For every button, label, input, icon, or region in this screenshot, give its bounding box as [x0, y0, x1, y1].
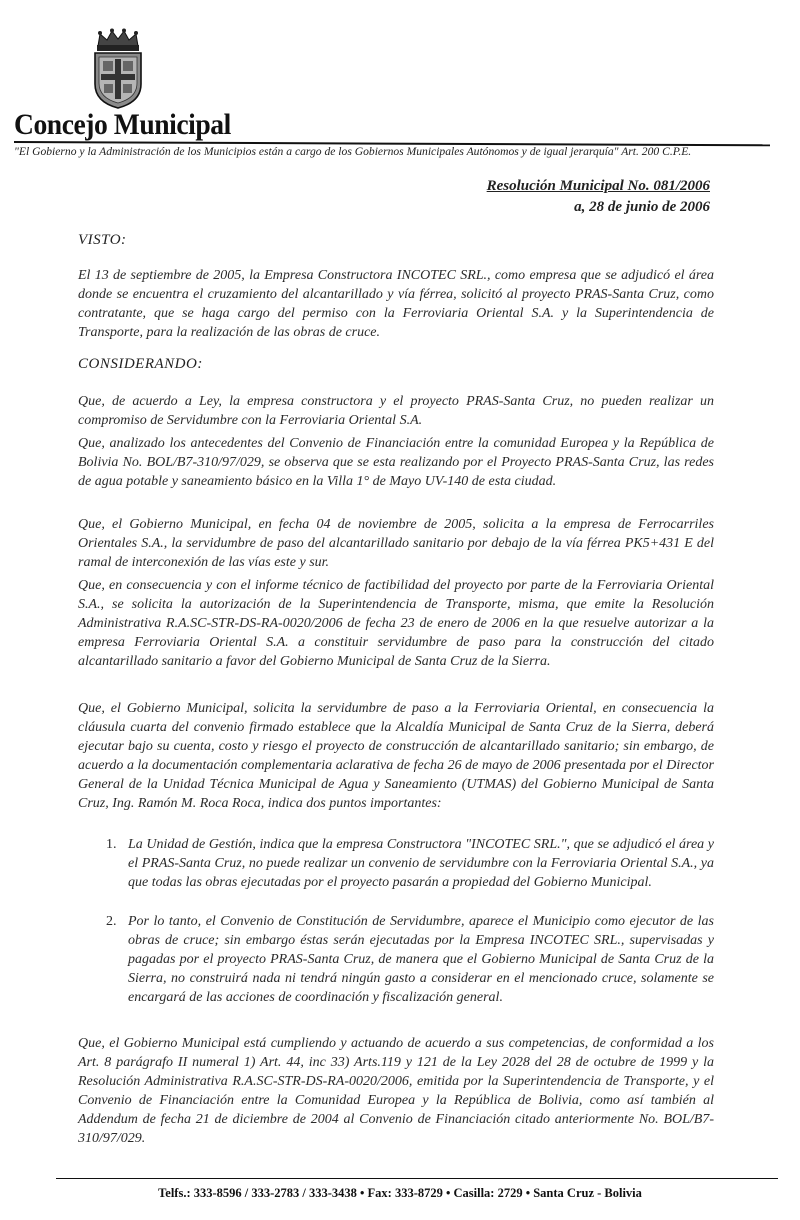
visto-paragraph: El 13 de septiembre de 2005, la Empresa Constructora INCOTEC SRL., como empresa que se adjudicó el área donde se encuentra el cruzamiento del alcantarillado y vía férrea, solicitó al proyecto PRAS-Santa Cruz, como contratante, que se haga cargo del permiso con la Ferroviaria Oriental S.A. y la Superintendencia de Transporte, para la realización de las obras de cruce.: [78, 268, 714, 340]
resolution-date: a, 28 de junio de 2006: [574, 199, 710, 215]
footer-contact: Telfs.: 333-8596 / 333-2783 / 333-3438 • Fax: 333-8729 • Casilla: 2729 • Santa Cruz - Bolivia: [158, 1186, 642, 1200]
list-item: [106, 835, 714, 892]
resolution-title: Resolución Municipal No. 081/2006: [486, 178, 710, 194]
considerando-paragraph-4: Que, en consecuencia y con el informe técnico de factibilidad del proyecto por parte de la Ferroviaria Oriental S.A., se solicita la autorización de la Superintendencia de Transporte, misma, que emite la Resolución Administrativa R.A.SC-STR-DS-RA-0020/2006 de fecha 23 de enero de 2006 en la que resuelve autorizar a la empresa Ferroviaria Oriental S.A. a constituir servidumbre de paso para la construcción del citado alcantarillado sanitario a favor del Gobierno Municipal de Santa Cruz de la Sierra.: [78, 578, 714, 669]
coat-of-arms-icon: [90, 28, 146, 110]
header-motto: "El Gobierno y la Administración de los Municipios están a cargo de los Gobiernos Municipales Autónomos y de igual jerarquía" Art. 200 C.P.E.: [14, 145, 692, 158]
considerando-paragraph-1: Que, de acuerdo a Ley, la empresa constructora y el proyecto PRAS-Santa Cruz, no pueden realizar un compromiso de Servidumbre con la Ferroviaria Oriental S.A.: [78, 394, 714, 428]
resolution-block: [487, 176, 710, 218]
considerando-paragraph-5: Que, el Gobierno Municipal, solicita la servidumbre de paso a la Ferroviaria Oriental, en consecuencia la cláusula cuarta del convenio firmado establece que la Alcaldía Municipal de Santa Cruz de la Sierra, deberá ejecutar bajo su cuenta, costo y riesgo el proyecto de construcción de alcantarillado sanitario; sin embargo, de acuerdo a la documentación complementaria aclarativa de fecha 26 de mayo de 2006 presentada por el Director General de la Unidad Técnica Municipal de Agua y Saneamiento (UTMAS) del Gobierno Municipal de Santa Cruz, Ing. Ramón M. Roca Roca, indica dos puntos importantes:: [78, 701, 714, 811]
list-item-text: La Unidad de Gestión, indica que la empresa Constructora "INCOTEC SRL.", que se adjudicó el área y el PRAS-Santa Cruz, no puede realizar un convenio de servidumbre con la Ferroviaria Oriental S.A., ya que todas las obras ejecutadas por el proyecto pasarán a propiedad del Gobierno Municipal.: [128, 837, 714, 890]
considerando-heading: CONSIDERANDO:: [78, 356, 203, 372]
considerando-paragraph-2: Que, analizado los antecedentes del Convenio de Financiación entre la comunidad Europea y la República de Bolivia No. BOL/B7-310/97/029, se observa que se esta realizando por el Proyecto PRAS-Santa Cruz, las redes de agua potable y saneamiento básico en la Villa 1° de Mayo UV-140 de esta ciudad.: [78, 436, 714, 489]
list-item-number: 2.: [106, 914, 117, 929]
list-item: [106, 912, 714, 1007]
organization-name: Concejo Municipal: [14, 108, 231, 141]
considerando-closing: Que, el Gobierno Municipal está cumpliendo y actuando de acuerdo a sus competencias, de conformidad a los Art. 8 parágrafo II numeral 1) Art. 44, inc 33) Arts.119 y 121 de la Ley 2028 del 28 de octubre de 1999 y la Resolución Administrativa R.A.SC-STR-DS-RA-0020/2006, emitida por la Superintendencia de Transporte, y el Convenio de Financiación entre la Comunidad Europea y la República de Bolivia, como así también al Addendum de fecha 21 de diciembre de 2004 al Convenio de Financiación citado anteriormente No. BOL/B7-310/97/029.: [78, 1036, 714, 1146]
footer-divider: [56, 1178, 778, 1179]
visto-heading: VISTO:: [78, 232, 127, 248]
list-item-text: Por lo tanto, el Convenio de Constitución de Servidumbre, aparece el Municipio como ejecutor de las obras de cruce; sin embargo éstas serán ejecutadas por la Empresa INCOTEC SRL., supervisadas y pagadas por el proyecto PRAS-Santa Cruz, de manera que el Gobierno Municipal de Santa Cruz de la Sierra, no construirá nada ni tendrá ningún gasto a considerar en el mencionado cruce, solamente se encargará de las acciones de coordinación y fiscalización general.: [128, 914, 714, 1005]
list-item-number: 1.: [106, 837, 117, 852]
considerando-paragraph-3: Que, el Gobierno Municipal, en fecha 04 de noviembre de 2005, solicita a la empresa de Ferrocarriles Orientales S.A., la servidumbre de paso del alcantarillado sanitario por debajo de la vía férrea PK5+431 E del ramal de interconexión de las vías este y sur.: [78, 517, 714, 570]
